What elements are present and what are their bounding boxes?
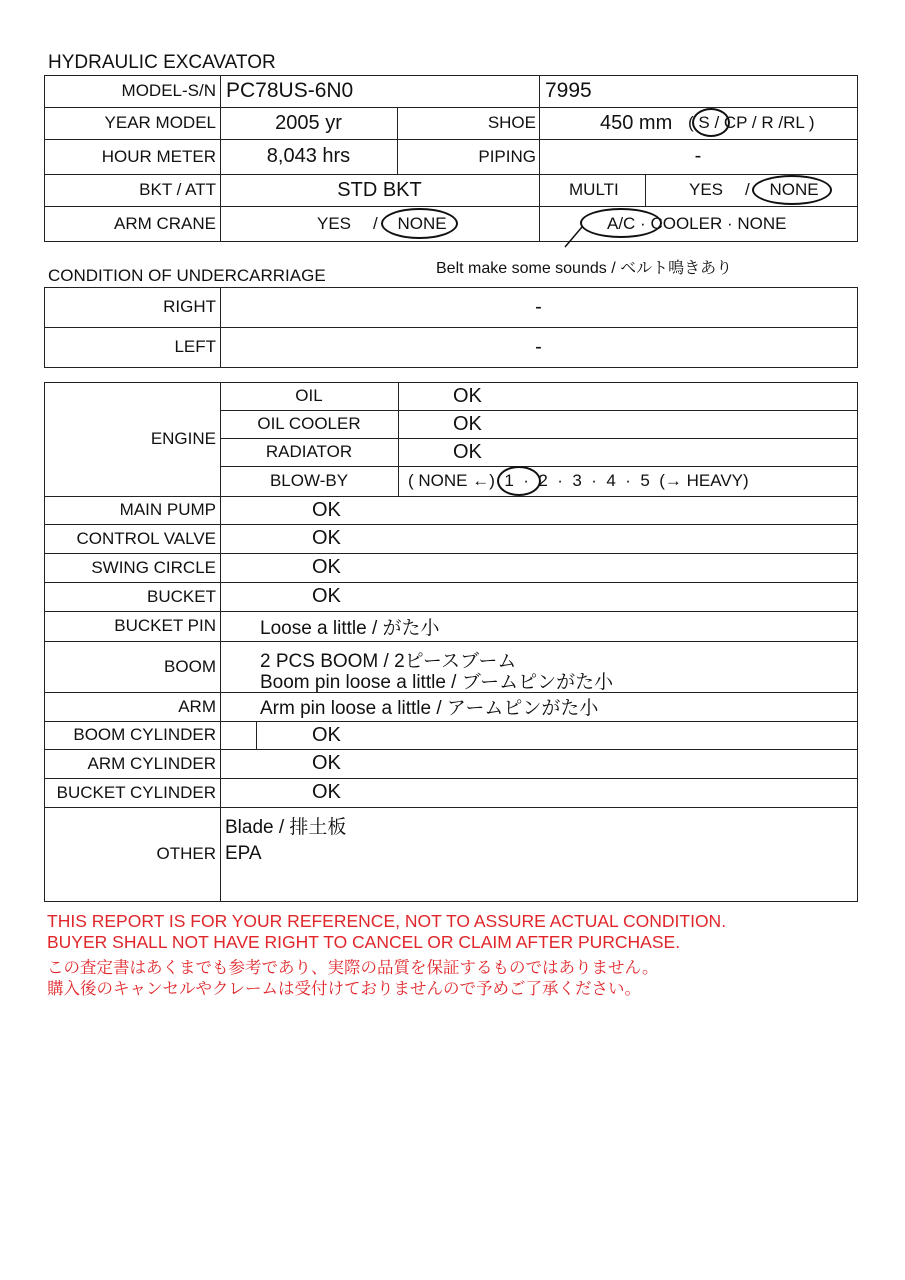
bkt-label: BKT / ATT [139,180,216,199]
item-label: BUCKET PIN [114,616,216,635]
disclaimer-line: BUYER SHALL NOT HAVE RIGHT TO CANCEL OR CLAIM AFTER PURCHASE. [47,932,681,952]
disclaimer-line: THIS REPORT IS FOR YOUR REFERENCE, NOT TO ASSURE ACTUAL CONDITION. [47,911,727,931]
blowby-selected-circle [497,466,541,496]
engine-label: ENGINE [150,429,216,448]
undercarriage-left-label: LEFT [174,337,216,356]
undercarriage-right-label: RIGHT [163,297,216,316]
armcrane-none-circle [381,208,458,239]
undercarriage-left-value: - [535,335,542,358]
hour-value: 8,043 hrs [266,145,351,167]
hour-label: HOUR METER [101,146,216,166]
piping-label: PIPING [478,146,536,166]
item-label: MAIN PUMP [119,500,216,519]
armcrane-yes: YES [317,213,352,233]
armcrane-sep: / [373,213,378,233]
engine-radiator-value: OK [453,440,482,463]
disclaimer-line: 購入後のキャンセルやクレームは受付けておりませんので予めご了承ください。 [47,980,641,998]
item-value: OK [312,781,341,803]
engine-blowby-scale: ( NONE ←) 1 · 2 · 3 · 4 · 5 (→ HEAVY) [408,471,749,490]
model-value: PC78US-6N0 [226,79,354,102]
engine-oilcooler-value: OK [453,412,482,435]
year-label: YEAR MODEL [104,113,216,132]
shoe-value: 450 mm [600,111,673,134]
item-label: SWING CIRCLE [91,557,216,577]
model-label: MODEL-S/N [121,81,216,100]
piping-value: - [694,145,702,167]
item-value: OK [312,556,341,578]
item-value: OK [312,723,341,746]
item-value: OK [312,498,341,521]
item-label: BOOM CYLINDER [73,725,216,744]
multi-label: MULTI [569,180,619,199]
page-title: HYDRAULIC EXCAVATOR [48,52,276,73]
other-label: OTHER [156,844,216,863]
item-value: Loose a little / がた小 [260,617,440,639]
item-value: Arm pin loose a little / アームピンがた小 [260,698,599,719]
armcrane-none: NONE [397,213,447,233]
item-label: ARM [178,696,216,716]
undercarriage-heading: CONDITION OF UNDERCARRIAGE [48,266,326,285]
multi-yes: YES [689,180,724,199]
disclaimer-line: この査定書はあくまでも参考であり、実際の品質を保証するものではありません。 [47,959,659,977]
item-value: OK [312,585,341,607]
ac-note: Belt make some sounds / ベルト鳴きあり [436,260,733,277]
other-line1: Blade / 排土板 [225,817,347,838]
ac-note-leader [555,225,595,250]
item-value: OK [312,527,341,549]
year-value: 2005 yr [275,111,342,134]
armcrane-label: ARM CRANE [113,213,216,233]
serial-value: 7995 [545,79,592,102]
multi-sep: / [745,180,750,199]
engine-radiator-label: RADIATOR [265,442,353,461]
item-label: BUCKET [147,586,216,606]
item-label: ARM CYLINDER [87,753,216,773]
item-value-2: Boom pin loose a little / ブームピンがた小 [260,672,614,693]
item-value: 2 PCS BOOM / 2ピースブーム [260,651,517,672]
item-label: BUCKET CYLINDER [56,782,216,802]
shoe-label: SHOE [487,113,536,132]
engine-oil-value: OK [453,384,482,407]
other-line2: EPA [225,843,262,864]
undercarriage-right-value: - [535,295,542,318]
item-label: BOOM [164,656,216,676]
item-value: OK [312,752,341,774]
shoe-s-circle [692,108,730,137]
item-label: CONTROL VALVE [76,528,216,548]
engine-oilcooler-label: OIL COOLER [257,414,361,433]
shoe-options: ( S / CP / R /RL ) [688,113,815,132]
multi-none: NONE [769,180,819,199]
bkt-value: STD BKT [337,178,422,201]
engine-blowby-label: BLOW-BY [269,471,349,490]
engine-oil-label: OIL [295,386,323,405]
multi-none-circle [752,175,832,205]
ac-options: A/C · COOLER · NONE [607,213,787,233]
